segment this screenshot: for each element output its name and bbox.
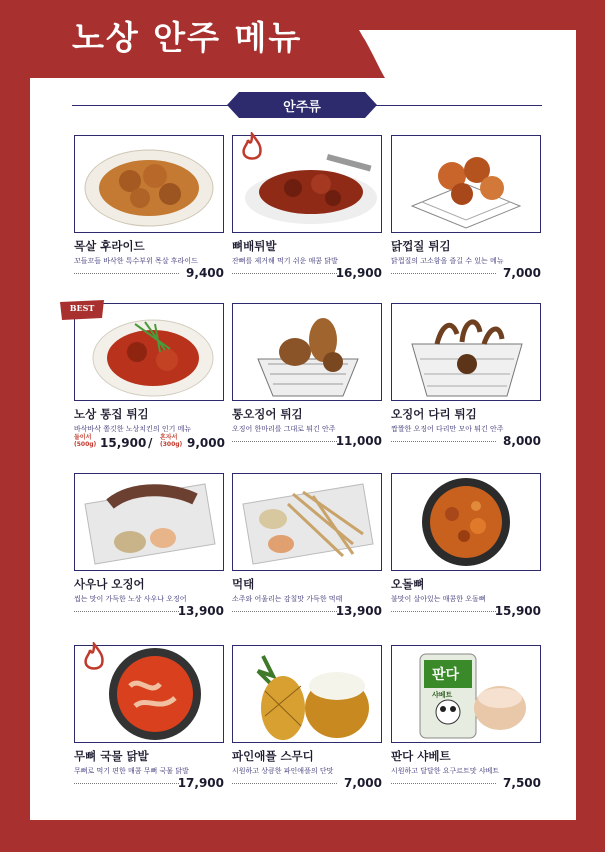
can-brand: 판다 <box>432 667 460 683</box>
price-small: 9,000 <box>187 436 225 450</box>
item-desc: 짭짤한 오징어 다리만 모아 튀긴 안주 <box>391 425 504 433</box>
flame-icon <box>82 642 106 672</box>
section-label: 안주류 <box>283 100 321 115</box>
dual-price <box>74 434 224 454</box>
food-photo <box>232 303 382 401</box>
size-weight: (300g) <box>160 441 183 448</box>
item-name: 먹태 <box>232 577 255 591</box>
item-name: 파인애플 스무디 <box>232 749 314 763</box>
food-photo <box>391 303 541 401</box>
item-name: 노상 통집 튀김 <box>74 407 149 421</box>
food-photo <box>232 473 382 571</box>
item-price: 17,900 <box>177 776 224 790</box>
food-photo <box>74 135 224 233</box>
size-name: 혼자서 <box>160 434 178 441</box>
item-desc: 잔뼈를 제거해 먹기 쉬운 매콤 닭발 <box>232 257 338 265</box>
item-name: 오징어 다리 튀김 <box>391 407 477 421</box>
item-price: 7,000 <box>503 266 541 280</box>
section-line-left <box>72 105 232 106</box>
item-name: 판다 샤베트 <box>391 749 451 763</box>
best-badge <box>58 298 106 322</box>
best-label: BEST <box>69 303 95 313</box>
item-price: 7,500 <box>503 776 541 790</box>
leader-dots <box>391 611 496 612</box>
leader-dots <box>74 611 179 612</box>
food-photo <box>232 645 382 743</box>
section-line-right <box>372 105 542 106</box>
leader-dots <box>74 783 179 784</box>
item-desc: 불맛이 살아있는 매콤한 오돌뼈 <box>391 595 486 603</box>
item-desc: 소주와 어울리는 감칠맛 가득한 먹태 <box>232 595 343 603</box>
item-name: 무뼈 국물 닭발 <box>74 749 149 763</box>
leader-dots <box>391 441 496 442</box>
leader-dots <box>74 273 179 274</box>
section-pill <box>227 92 377 118</box>
item-price: 9,400 <box>186 266 224 280</box>
food-photo <box>391 135 541 233</box>
item-price: 7,000 <box>344 776 382 790</box>
flame-icon <box>240 132 264 162</box>
item-desc: 씹는 맛이 가득한 노상 사우나 오징어 <box>74 595 187 603</box>
item-desc: 닭껍질의 고소함을 즐길 수 있는 메뉴 <box>391 257 504 265</box>
section-header <box>72 92 542 118</box>
leader-dots <box>232 273 337 274</box>
title-tab <box>0 0 385 78</box>
size-label-small <box>160 434 182 448</box>
item-desc: 무뼈로 먹기 편한 매콤 무뼈 국물 닭발 <box>74 767 189 775</box>
item-name: 뼈배튀발 <box>232 239 277 253</box>
item-desc: 시원하고 상큼한 파인애플의 단맛 <box>232 767 334 775</box>
leader-dots <box>232 441 337 442</box>
page-title: 노상 안주 메뉴 <box>72 18 303 57</box>
leader-dots <box>391 783 496 784</box>
item-name: 사우나 오징어 <box>74 577 145 591</box>
item-desc: 꼬들꼬들 바삭한 특수부위 목살 후라이드 <box>74 257 198 265</box>
item-desc: 바삭바삭 쫄깃한 노상치킨의 인기 메뉴 <box>74 425 192 433</box>
item-desc: 오징어 한마리를 그대로 튀긴 안주 <box>232 425 336 433</box>
item-price: 13,900 <box>335 604 382 618</box>
item-price: 8,000 <box>503 434 541 448</box>
can-sub: 샤베트 <box>432 691 453 699</box>
food-photo <box>391 645 541 743</box>
leader-dots <box>232 611 337 612</box>
price-large: 15,900 <box>100 436 147 450</box>
size-weight: (500g) <box>74 441 97 448</box>
food-photo <box>74 473 224 571</box>
item-desc: 시원하고 달달한 요구르트맛 샤베트 <box>391 767 500 775</box>
item-price: 15,900 <box>494 604 541 618</box>
item-name: 통오징어 튀김 <box>232 407 303 421</box>
item-price: 11,000 <box>335 434 382 448</box>
item-name: 닭껍질 튀김 <box>391 239 451 253</box>
size-name: 둘이서 <box>74 434 92 441</box>
leader-dots <box>232 783 337 784</box>
item-price: 16,900 <box>335 266 382 280</box>
item-price: 13,900 <box>177 604 224 618</box>
item-name: 목살 후라이드 <box>74 239 145 253</box>
food-photo <box>391 473 541 571</box>
item-name: 오돌뼈 <box>391 577 425 591</box>
leader-dots <box>391 273 496 274</box>
size-label-large <box>74 434 96 448</box>
price-separator: / <box>148 436 153 450</box>
